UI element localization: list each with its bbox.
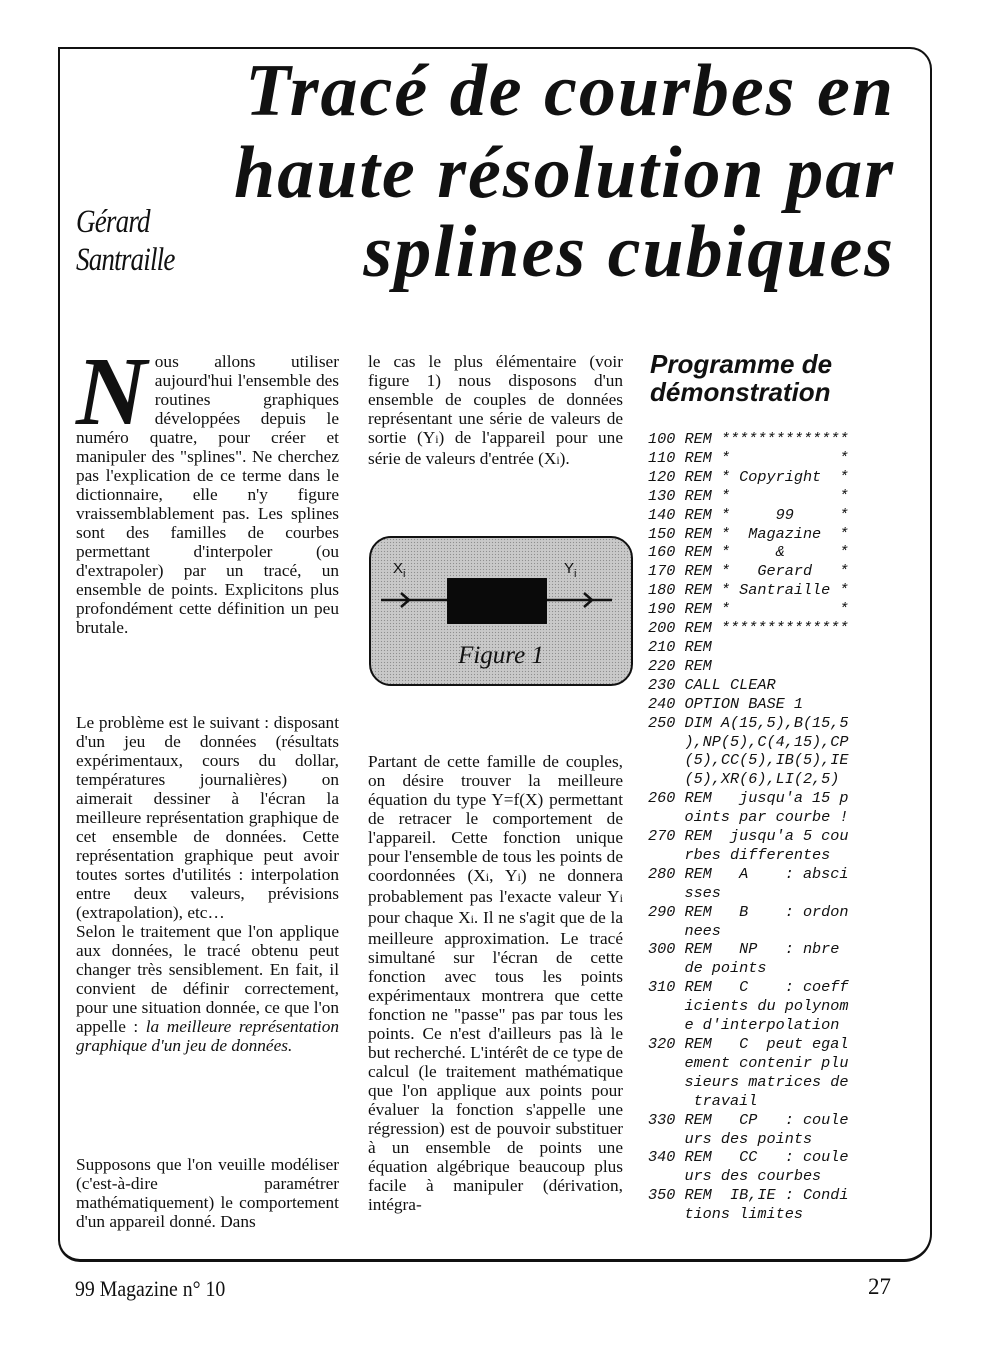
code-line: 330 REM CP : coule [648,1110,849,1129]
code-line: 300 REM NP : nbre [648,940,840,959]
text-run: , Y [489,866,518,885]
code-line: urs des courbes [648,1167,822,1186]
basic-code-listing [648,430,908,1224]
code-line: 250 DIM A(15,5),B(15,5 [648,713,849,732]
code-line: rbes differentes [648,845,831,864]
input-label-text: X [393,560,404,577]
code-line: tions limites [648,1205,803,1224]
code-line: 130 REM * * [648,486,849,505]
code-line: de points [648,959,767,978]
subscript: i [619,891,623,905]
text-run: . Il ne s'agit que de la meilleure approximation. Le tracé simultané sur l'écran de cette fonction avec tous les points expérimentaux montrera que cette fonction ne "passe" pas par tous les points. Ce n'est d'ailleurs pas là le but recherché. L'intérêt de ce type de calcul (le traitement mathématique que l'on applique aux points pour évaluer la fonction s'appelle une régression) est de pouvoir substituer à un ensemble de points une équation algébrique beaucoup plus facile à manipuler (dérivation, intégra- [368,908,623,1214]
output-label-text: Y [564,560,575,577]
code-line: 150 REM * Magazine * [648,524,849,543]
text-run: ). [559,449,570,468]
code-line: 320 REM C peut egal [648,1035,849,1053]
code-line: travail [648,1091,758,1110]
program-heading: Programme de démonstration [650,349,833,407]
emphasis-text: la meilleure représentation graphique d'un jeu de données. [76,1017,340,1055]
code-line: 120 REM * Copyright * [648,467,849,486]
code-line: 290 REM B : ordon [648,902,849,921]
code-line: (5),CC(5),IB(5),IE [648,751,849,770]
code-line: icients du polynom [648,997,849,1016]
subscript: i [470,912,474,926]
figure-1-diagram [369,536,633,686]
column-1-paragraph-2 [76,713,339,1055]
author-last-name: Santraille [76,242,175,278]
paragraph-text: Selon le traitement que l'on applique aux données, le tracé obtenu peut changer très sensiblement. En fait, il convient de définir correctement, pour une situation donnée, ce que l'on appelle : [76,922,339,1036]
code-line: 200 REM ************** [648,619,849,638]
code-line: 180 REM * Santraille * [648,581,849,600]
code-line: 140 REM * 99 * [648,505,849,524]
subscript: i [556,453,560,467]
subscript: i [517,870,521,884]
system-black-box [447,578,547,624]
code-line: 110 REM * * [648,448,849,467]
input-label [393,560,405,580]
column-1-paragraph-4: Supposons que l'on veuille modéliser (c'est-à-dire paramétrer mathématiquement) le comportement d'un appareil donné. Dans [76,1155,339,1231]
code-line: 270 REM jusqu'a 5 cou [648,827,849,846]
paragraph-text: Le problème est le suivant : disposant d'un jeu de données (résultats expérimentaux, cours du dollar, températures journalières) on aimerait dessiner à l'écran la meilleure représentation graphique de cet ensemble de données. Cette représentation graphique peut avoir toutes sortes d'utilités : interpolation entre deux valeurs, prévisions (extrapolation), etc… [76,713,339,922]
code-line: 340 REM CC : coule [648,1148,849,1167]
paragraph-text-3 [76,922,339,1055]
code-line: 210 REM [648,637,712,656]
subscript: i [435,432,439,446]
code-line: 100 REM ************** [648,430,849,448]
code-line: 260 REM jusqu'a 15 p [648,789,849,808]
article-title-line-2: haute résolution par [234,132,895,214]
code-line: 160 REM * & * [648,543,849,562]
subscript: i [485,870,490,884]
code-line: 310 REM C : coeff [648,978,849,997]
output-label-subscript: i [574,568,577,580]
paragraph-text: ous allons utiliser aujourd'hui l'ensemble des routines graphiques développées depuis le numéro quatre, pour créer et manipuler des "splines". Ne cherchez pas l'explication de ce terme dans le dictionnaire, elle n'y figure vraissemblablement pas. Les splines sont des familles de courbes permettant d'interpoler (ou d'extrapoler) par un tracé, un ensemble de points. Explicitons plus profondément cette définition un peu brutale. [76,352,339,637]
code-line: (5),XR(6),LI(2,5) [648,770,840,789]
code-line: 190 REM * * [648,600,849,619]
text-run: le cas le plus élémentaire (voir figure 1) nous disposons d'un ensemble de couples de données représentant une série de valeurs de sortie (Y [368,352,623,447]
column-1-paragraph-1 [76,338,339,637]
footer-page-number: 27 [868,1274,891,1299]
text-run: pour chaque X [368,908,471,927]
input-label-subscript: i [403,568,406,580]
text-run: ) de l'appareil pour une série de valeurs d'entrée (X [368,428,623,468]
code-line: ement contenir plu [648,1053,849,1072]
footer-magazine-issue: 99 Magazine n° 10 [75,1276,226,1301]
code-line: oints par courbe ! [648,808,849,827]
code-line: 280 REM A : absci [648,864,849,883]
code-line: 170 REM * Gerard * [648,562,849,581]
column-2-paragraph-1 [368,352,623,470]
code-line: 220 REM [648,656,712,675]
column-2-paragraph-2 [368,752,623,1214]
code-line: 230 CALL CLEAR [648,675,776,694]
author-first-name: Gérard [76,204,150,240]
code-line: sieurs matrices de [648,1072,849,1091]
article-title-line-3: splines cubiques [363,211,895,293]
text-run: Partant de cette famille de couples, on désire trouver la meilleure équation du type Y=f(X) permettant de retracer le comportement de l'appareil. Cette fonction unique pour l'ensemble de tous les points de coordonnées (X [368,752,623,885]
code-line: sses [648,883,721,902]
drop-cap: N [76,338,147,446]
code-line: urs des points [648,1129,813,1148]
article-title-line-1: Tracé de courbes en [245,50,895,132]
output-label [564,560,576,580]
code-line: nees [648,921,721,940]
code-line: e d'interpolation [648,1016,840,1035]
text-run: ) ne donnera probablement pas l'exacte valeur Y [368,866,623,906]
code-line: ),NP(5),C(4,15),CP [648,732,849,751]
figure-caption: Figure 1 [458,642,544,669]
code-line: 350 REM IB,IE : Condi [648,1186,849,1205]
code-line: 240 OPTION BASE 1 [648,694,803,713]
